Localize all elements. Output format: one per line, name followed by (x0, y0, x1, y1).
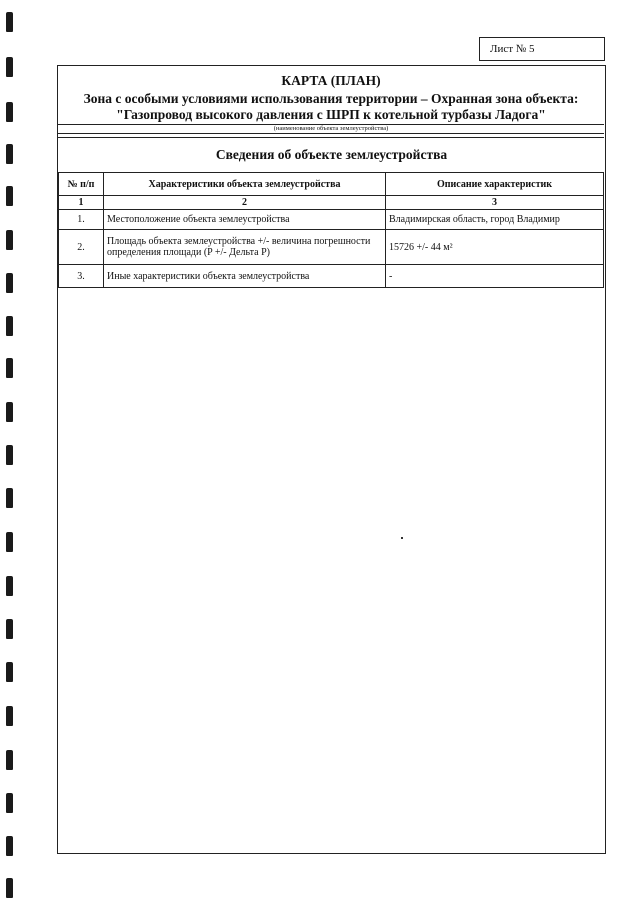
binding-hole (6, 358, 13, 378)
row-description: 15726 +/- 44 м² (386, 230, 604, 265)
column-number-row (59, 196, 604, 210)
binding-hole (6, 836, 13, 856)
row-number: 1. (59, 210, 104, 230)
binding-hole (6, 662, 13, 682)
binding-hole (6, 273, 13, 293)
row-number: 2. (59, 230, 104, 265)
binding-hole (6, 793, 13, 813)
binding-hole (6, 750, 13, 770)
binding-hole (6, 402, 13, 422)
binding-hole (6, 102, 13, 122)
column-number: 1 (59, 196, 104, 210)
document-header (58, 66, 604, 130)
divider (58, 137, 604, 138)
row-characteristic: Иные характеристики объекта землеустройства (104, 265, 386, 288)
binding-hole (6, 186, 13, 206)
column-header-description: Описание характеристик (386, 173, 604, 196)
map-title: КАРТА (ПЛАН) (281, 73, 381, 88)
binding-hole (6, 12, 13, 32)
document-frame (57, 65, 606, 854)
table-header-row (59, 173, 604, 196)
scan-speck (401, 537, 403, 539)
row-characteristic: Местоположение объекта землеустройства (104, 210, 386, 230)
binding-hole (6, 488, 13, 508)
binding-hole (6, 316, 13, 336)
sheet-number: Лист № 5 (479, 37, 605, 61)
binding-hole (6, 576, 13, 596)
binding-hole (6, 445, 13, 465)
binding-hole (6, 230, 13, 250)
binding-hole (6, 532, 13, 552)
object-name: "Газопровод высокого давления с ШРП к котельной турбазы Ладога" (116, 107, 546, 122)
table-row (59, 265, 604, 288)
section-title: Сведения об объекте землеустройства (215, 147, 448, 162)
zone-title: Зона с особыми условиями использования территории – Охранная зона объекта: (83, 91, 579, 106)
binding-holes (0, 0, 22, 905)
row-number: 3. (59, 265, 104, 288)
object-name-caption: (наименование объекта землеустройства) (273, 125, 389, 132)
row-description: - (386, 265, 604, 288)
binding-hole (6, 706, 13, 726)
row-description: Владимирская область, город Владимир (386, 210, 604, 230)
table-row (59, 230, 604, 265)
column-number: 2 (104, 196, 386, 210)
column-header-number: № п/п (59, 173, 104, 196)
object-info-table (58, 172, 604, 288)
binding-hole (6, 144, 13, 164)
binding-hole (6, 878, 13, 898)
divider (58, 133, 604, 134)
binding-hole (6, 57, 13, 77)
row-characteristic: Площадь объекта землеустройства +/- величина погрешности определения площади (P +/- Дельта P) (104, 230, 386, 265)
column-header-characteristic: Характеристики объекта землеустройства (104, 173, 386, 196)
table-row (59, 210, 604, 230)
column-number: 3 (386, 196, 604, 210)
binding-hole (6, 619, 13, 639)
